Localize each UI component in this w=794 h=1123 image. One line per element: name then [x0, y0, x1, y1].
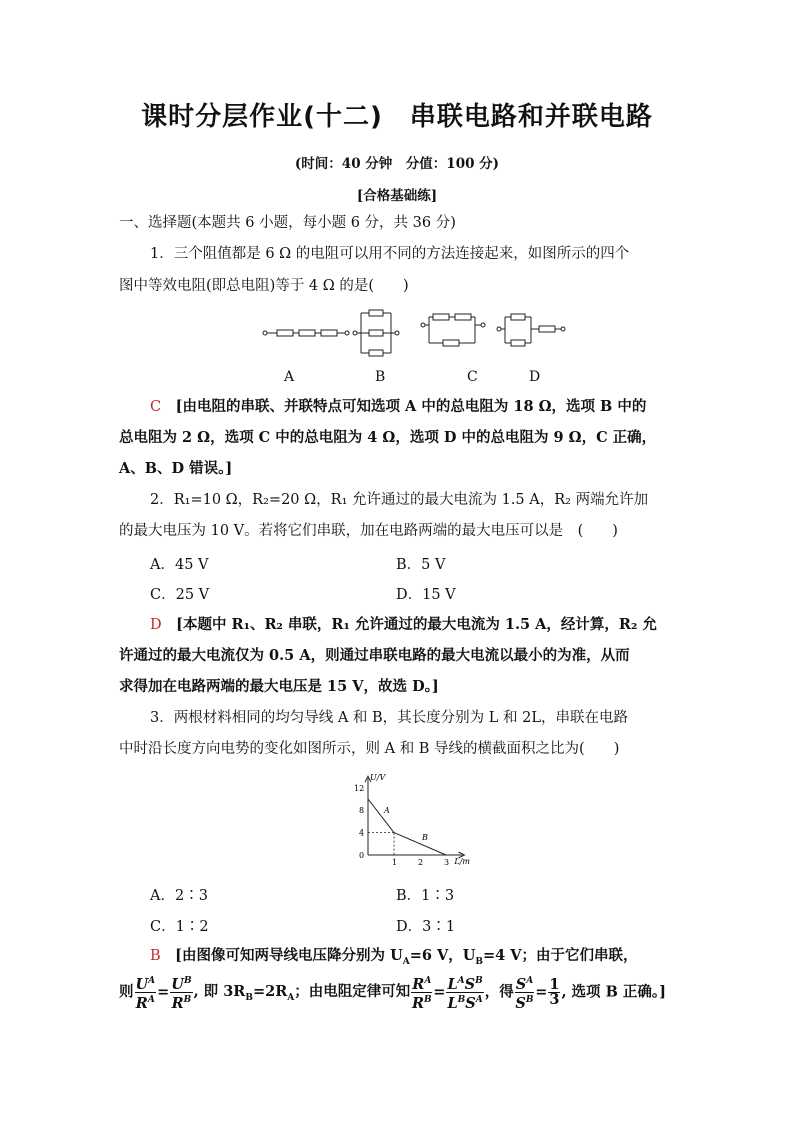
y-axis-label: U/V: [370, 773, 386, 783]
figure-label-d: D: [529, 369, 541, 385]
q2-answer-line3: 求得加在电路两端的最大电压是 15 V，故选 D。]: [119, 678, 439, 695]
series-line-b: [394, 833, 446, 855]
q1-answer-line2: 总电阻为 2 Ω，选项 C 中的总电阻为 4 Ω，选项 D 中的总电阻为 9 Ω，C 正确，: [119, 429, 657, 446]
q3-answer-post: , 选项 B 正确。]: [561, 983, 667, 1001]
q1-circuit-figure: [255, 305, 575, 363]
x-tick-label: 0: [359, 851, 365, 860]
figure-label-a: A: [284, 369, 295, 385]
figure-label-c: C: [467, 369, 478, 385]
q1-answer-text1: [由电阻的串联、并联特点可知选项 A 中的总电阻为 18 Ω，选项 B 中的: [175, 398, 647, 415]
x-tick-label: 3: [444, 858, 450, 867]
q3-voltage-chart: [340, 768, 480, 870]
q2-answer-line2: 许通过的最大电流仅为 0.5 A，则通过串联电路的最大电流以最小的为准，从而: [119, 647, 630, 664]
q3-text-line1: 3．两根材料相同的均匀导线 A 和 B，其长度分别为 L 和 2L，串联在电路: [150, 710, 628, 726]
q2-answer-text1: [本题中 R₁、R₂ 串联，R₁ 允许通过的最大电流为 1.5 A，经计算，R₂ 允: [176, 616, 657, 633]
q3-answer-mid1: , 即 $3R_B=2R_A$；由电阻定律可知: [193, 983, 411, 1004]
fraction-ub-rb: $\frac{U^B}{R^B}$: [171, 975, 192, 1012]
q1-text-line2: 图中等效电阻(即总电阻)等于 4 Ω 的是( ): [119, 278, 409, 294]
series-label-a: A: [384, 805, 390, 815]
q1-text-line1: 1．三个阻值都是 6 Ω 的电阻可以用不同的方法连接起来，如图所示的四个: [150, 246, 630, 262]
fraction-las-lbs: $\frac{L^AS^B}{L^BS^A}$: [447, 975, 483, 1012]
q3-answer-line2: 则 $\frac{U^A}{R^A}$ = $\frac{U^B}{R^B}$ , 即 $3R_B=2R_A$；由电阻定律可知 $\frac{R^A}{R^B}$ = $\frac{L^AS^B}{L^BS^A}$ ，得 $\frac{S^A}{S^B}$ = $\frac{1}{3}$ , 选项 B 正确。]: [119, 975, 667, 1012]
y-tick-label: 8: [359, 806, 365, 816]
q3-answer-line1: [150, 946, 680, 972]
q2-option-b: B．5 V: [396, 557, 446, 573]
fraction-sa-sb: $\frac{S^A}{S^B}$: [515, 975, 534, 1012]
fraction-one-third: $\frac{1}{3}$: [549, 975, 560, 1008]
fraction-ua-ra: $\frac{U^A}{R^A}$: [135, 975, 156, 1012]
section-heading: [合格基础练]: [356, 188, 438, 204]
y-tick-label: 12: [354, 783, 365, 793]
q3-option-a: A．2∶3: [150, 888, 208, 904]
part-heading: 一、选择题(本题共 6 小题，每小题 6 分，共 36 分): [119, 215, 456, 231]
y-tick-label: 4: [359, 828, 365, 838]
q3-answer-mid2: ，得: [484, 983, 514, 1001]
q2-option-a: A．45 V: [150, 557, 209, 573]
q2-option-c: C．25 V: [150, 587, 210, 603]
q2-answer-line1: [150, 615, 680, 635]
q1-answer-letter: C: [150, 399, 162, 415]
time-score-line: (时间：40 分钟 分值：100 分): [294, 156, 500, 172]
fraction-ra-rb: $\frac{R^A}{R^B}$: [411, 975, 432, 1012]
figure-label-b: B: [375, 369, 386, 385]
q3-answer-pre: 则: [119, 983, 134, 1001]
q3-text-line2: 中时沿长度方向电势的变化如图所示，则 A 和 B 导线的横截面积之比为( ): [119, 741, 620, 757]
series-label-b: B: [422, 832, 428, 842]
q2-text-line2: 的最大电压为 10 V。若将它们串联，加在电路两端的最大电压可以是 ( ): [119, 523, 618, 539]
x-tick-label: 2: [418, 858, 424, 867]
x-tick-label: 1: [392, 858, 398, 867]
q3-option-c: C．1∶2: [150, 919, 209, 935]
series-line-a: [368, 799, 394, 833]
q1-answer-line1: [150, 397, 680, 417]
q1-answer-line3: A、B、D 错误。]: [119, 460, 233, 477]
q2-answer-letter: D: [150, 617, 162, 633]
q3-option-b: B．1∶3: [396, 888, 455, 904]
page-title: 课时分层作业(十二) 串联电路和并联电路: [141, 102, 653, 132]
q3-option-d: D．3∶1: [396, 919, 456, 935]
q2-option-d: D．15 V: [396, 587, 456, 603]
q2-text-line1: 2．R₁=10 Ω，R₂=20 Ω，R₁ 允许通过的最大电流为 1.5 A，R₂ 两端允许加: [150, 492, 649, 508]
q3-answer-text1: [由图像可知两导线电压降分别为 $U_A=6$ V，$U_B=4$ V；由于它们串联，: [175, 947, 638, 967]
x-axis-label: L/m: [454, 857, 470, 866]
q3-answer-letter: B: [150, 948, 161, 964]
